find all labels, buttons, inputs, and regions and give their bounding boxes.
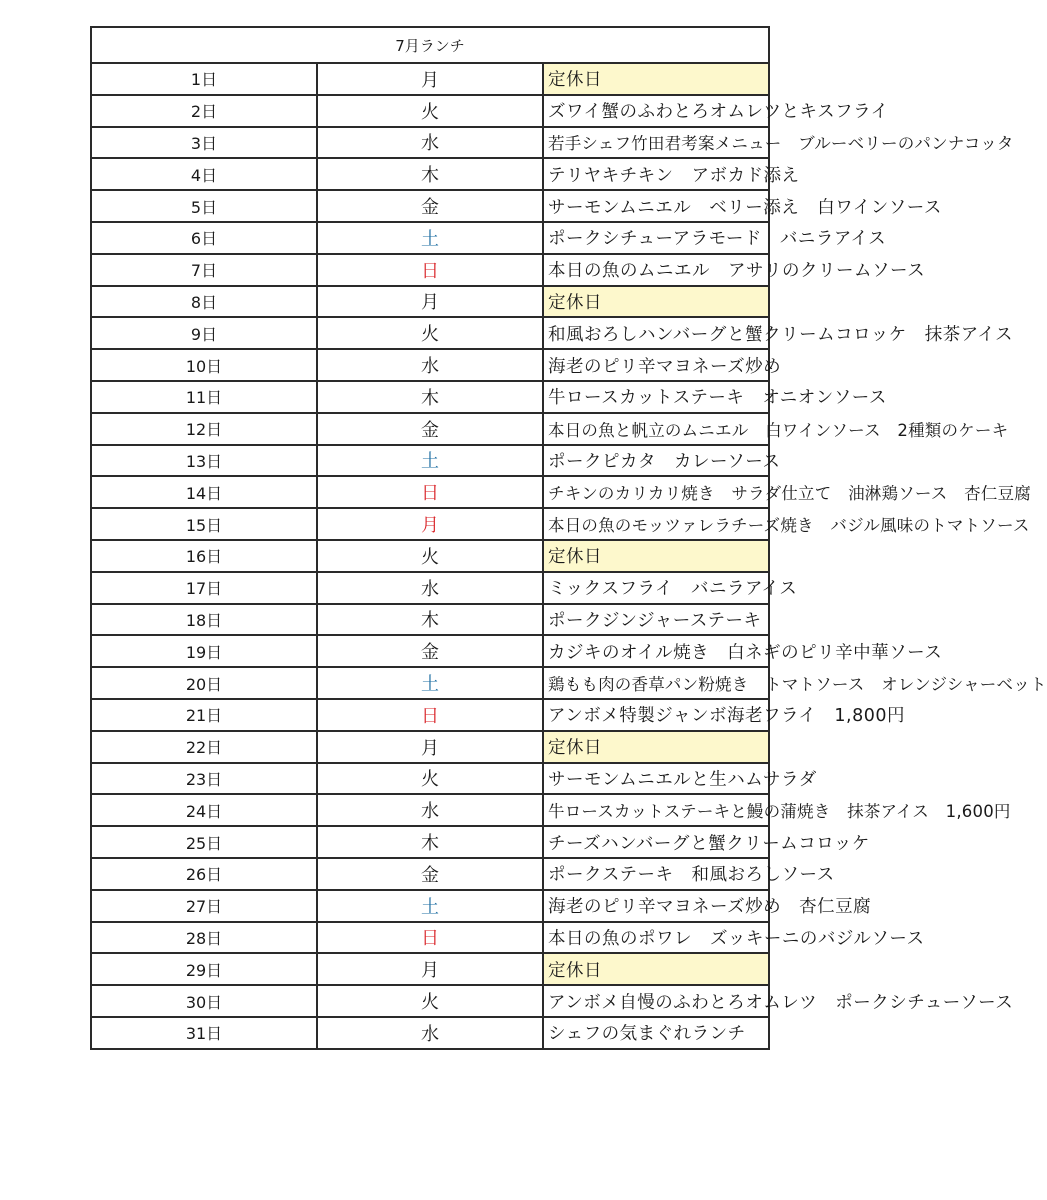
menu-cell: ポークジンジャーステーキ — [543, 604, 769, 636]
table-row — [91, 445, 769, 477]
date-cell: 20日 — [91, 667, 317, 699]
date-cell: 19日 — [91, 635, 317, 667]
weekday-cell: 金 — [317, 858, 543, 890]
table-row — [91, 413, 769, 445]
menu-cell: サーモンムニエル ベリー添え 白ワインソース — [543, 190, 769, 222]
table-row — [91, 508, 769, 540]
weekday-cell: 月 — [317, 508, 543, 540]
menu-cell: テリヤキチキン アボカド添え — [543, 158, 769, 190]
table-row — [91, 158, 769, 190]
table-row — [91, 699, 769, 731]
weekday-cell: 土 — [317, 222, 543, 254]
date-cell: 1日 — [91, 63, 317, 95]
table-row — [91, 858, 769, 890]
menu-cell: 鶏もも肉の香草パン粉焼き トマトソース オレンジシャーベット — [543, 667, 769, 699]
date-cell: 26日 — [91, 858, 317, 890]
date-cell: 4日 — [91, 158, 317, 190]
menu-cell: ズワイ蟹のふわとろオムレツとキスフライ — [543, 95, 769, 127]
weekday-cell: 木 — [317, 604, 543, 636]
weekday-cell: 土 — [317, 890, 543, 922]
closed-day-cell: 定休日 — [543, 731, 769, 763]
date-cell: 21日 — [91, 699, 317, 731]
weekday-cell: 日 — [317, 476, 543, 508]
date-cell: 7日 — [91, 254, 317, 286]
menu-cell: 和風おろしハンバーグと蟹クリームコロッケ 抹茶アイス — [543, 317, 769, 349]
table-title: 7月ランチ — [91, 27, 769, 63]
weekday-cell: 水 — [317, 127, 543, 159]
table-row — [91, 381, 769, 413]
weekday-cell: 金 — [317, 413, 543, 445]
date-cell: 14日 — [91, 476, 317, 508]
table-row — [91, 1017, 769, 1049]
date-cell: 11日 — [91, 381, 317, 413]
table-row — [91, 540, 769, 572]
table-row — [91, 63, 769, 95]
date-cell: 12日 — [91, 413, 317, 445]
table-row — [91, 763, 769, 795]
weekday-cell: 水 — [317, 794, 543, 826]
menu-cell: アンボメ自慢のふわとろオムレツ ポークシチューソース — [543, 985, 769, 1017]
weekday-cell: 水 — [317, 572, 543, 604]
date-cell: 25日 — [91, 826, 317, 858]
menu-cell: ポークピカタ カレーソース — [543, 445, 769, 477]
table-row — [91, 222, 769, 254]
weekday-cell: 金 — [317, 190, 543, 222]
weekday-cell: 水 — [317, 1017, 543, 1049]
table-row — [91, 127, 769, 159]
date-cell: 22日 — [91, 731, 317, 763]
weekday-cell: 日 — [317, 699, 543, 731]
date-cell: 23日 — [91, 763, 317, 795]
table-row — [91, 254, 769, 286]
menu-cell: 若手シェフ竹田君考案メニュー ブルーベリーのパンナコッタ — [543, 127, 769, 159]
date-cell: 10日 — [91, 349, 317, 381]
weekday-cell: 火 — [317, 540, 543, 572]
menu-cell: 本日の魚のムニエル アサリのクリームソース — [543, 254, 769, 286]
date-cell: 28日 — [91, 922, 317, 954]
menu-cell: 本日の魚と帆立のムニエル 白ワインソース 2種類のケーキ — [543, 413, 769, 445]
weekday-cell: 火 — [317, 95, 543, 127]
menu-cell: チーズハンバーグと蟹クリームコロッケ — [543, 826, 769, 858]
weekday-cell: 木 — [317, 381, 543, 413]
table-row — [91, 190, 769, 222]
table-row — [91, 731, 769, 763]
menu-cell: ポークシチューアラモード バニラアイス — [543, 222, 769, 254]
table-row — [91, 635, 769, 667]
menu-cell: アンボメ特製ジャンボ海老フライ 1,800円 — [543, 699, 769, 731]
weekday-cell: 木 — [317, 826, 543, 858]
menu-cell: シェフの気まぐれランチ — [543, 1017, 769, 1049]
weekday-cell: 金 — [317, 635, 543, 667]
menu-body — [91, 63, 1047, 1049]
table-row — [91, 890, 769, 922]
weekday-cell: 月 — [317, 63, 543, 95]
date-cell: 17日 — [91, 572, 317, 604]
date-cell: 8日 — [91, 286, 317, 318]
weekday-cell: 日 — [317, 254, 543, 286]
table-row — [91, 286, 769, 318]
weekday-cell: 月 — [317, 731, 543, 763]
weekday-cell: 月 — [317, 286, 543, 318]
weekday-cell: 水 — [317, 349, 543, 381]
date-cell: 2日 — [91, 95, 317, 127]
table-row — [91, 349, 769, 381]
closed-day-cell: 定休日 — [543, 540, 769, 572]
date-cell: 18日 — [91, 604, 317, 636]
weekday-cell: 土 — [317, 445, 543, 477]
date-cell: 5日 — [91, 190, 317, 222]
weekday-cell: 日 — [317, 922, 543, 954]
date-cell: 13日 — [91, 445, 317, 477]
date-cell: 27日 — [91, 890, 317, 922]
weekday-cell: 月 — [317, 953, 543, 985]
table-row — [91, 985, 769, 1017]
menu-cell: ポークステーキ 和風おろしソース — [543, 858, 769, 890]
closed-day-cell: 定休日 — [543, 286, 769, 318]
menu-cell: チキンのカリカリ焼き サラダ仕立て 油淋鶏ソース 杏仁豆腐 — [543, 476, 769, 508]
table-header-row — [91, 27, 769, 63]
closed-day-cell: 定休日 — [543, 953, 769, 985]
menu-cell: 海老のピリ辛マヨネーズ炒め — [543, 349, 769, 381]
date-cell: 3日 — [91, 127, 317, 159]
table-row — [91, 604, 769, 636]
closed-day-cell: 定休日 — [543, 63, 769, 95]
menu-cell: サーモンムニエルと生ハムサラダ — [543, 763, 769, 795]
table-row — [91, 826, 769, 858]
table-row — [91, 953, 769, 985]
table-row — [91, 922, 769, 954]
table-row — [91, 794, 769, 826]
weekday-cell: 土 — [317, 667, 543, 699]
menu-cell: ミックスフライ バニラアイス — [543, 572, 769, 604]
menu-cell: 本日の魚のポワレ ズッキーニのバジルソース — [543, 922, 769, 954]
table-row — [91, 317, 769, 349]
menu-cell: カジキのオイル焼き 白ネギのピリ辛中華ソース — [543, 635, 769, 667]
date-cell: 9日 — [91, 317, 317, 349]
table-row — [91, 95, 769, 127]
date-cell: 16日 — [91, 540, 317, 572]
table-row — [91, 572, 769, 604]
table-row — [91, 667, 769, 699]
menu-cell: 牛ロースカットステーキと鰻の蒲焼き 抹茶アイス 1,600円 — [543, 794, 769, 826]
date-cell: 30日 — [91, 985, 317, 1017]
date-cell: 31日 — [91, 1017, 317, 1049]
date-cell: 24日 — [91, 794, 317, 826]
lunch-menu-table — [90, 26, 1047, 1050]
weekday-cell: 火 — [317, 317, 543, 349]
menu-cell: 海老のピリ辛マヨネーズ炒め 杏仁豆腐 — [543, 890, 769, 922]
menu-cell: 牛ロースカットステーキ オニオンソース — [543, 381, 769, 413]
weekday-cell: 木 — [317, 158, 543, 190]
date-cell: 15日 — [91, 508, 317, 540]
date-cell: 6日 — [91, 222, 317, 254]
table-row — [91, 476, 769, 508]
menu-cell: 本日の魚のモッツァレラチーズ焼き バジル風味のトマトソース — [543, 508, 769, 540]
date-cell: 29日 — [91, 953, 317, 985]
weekday-cell: 火 — [317, 763, 543, 795]
weekday-cell: 火 — [317, 985, 543, 1017]
